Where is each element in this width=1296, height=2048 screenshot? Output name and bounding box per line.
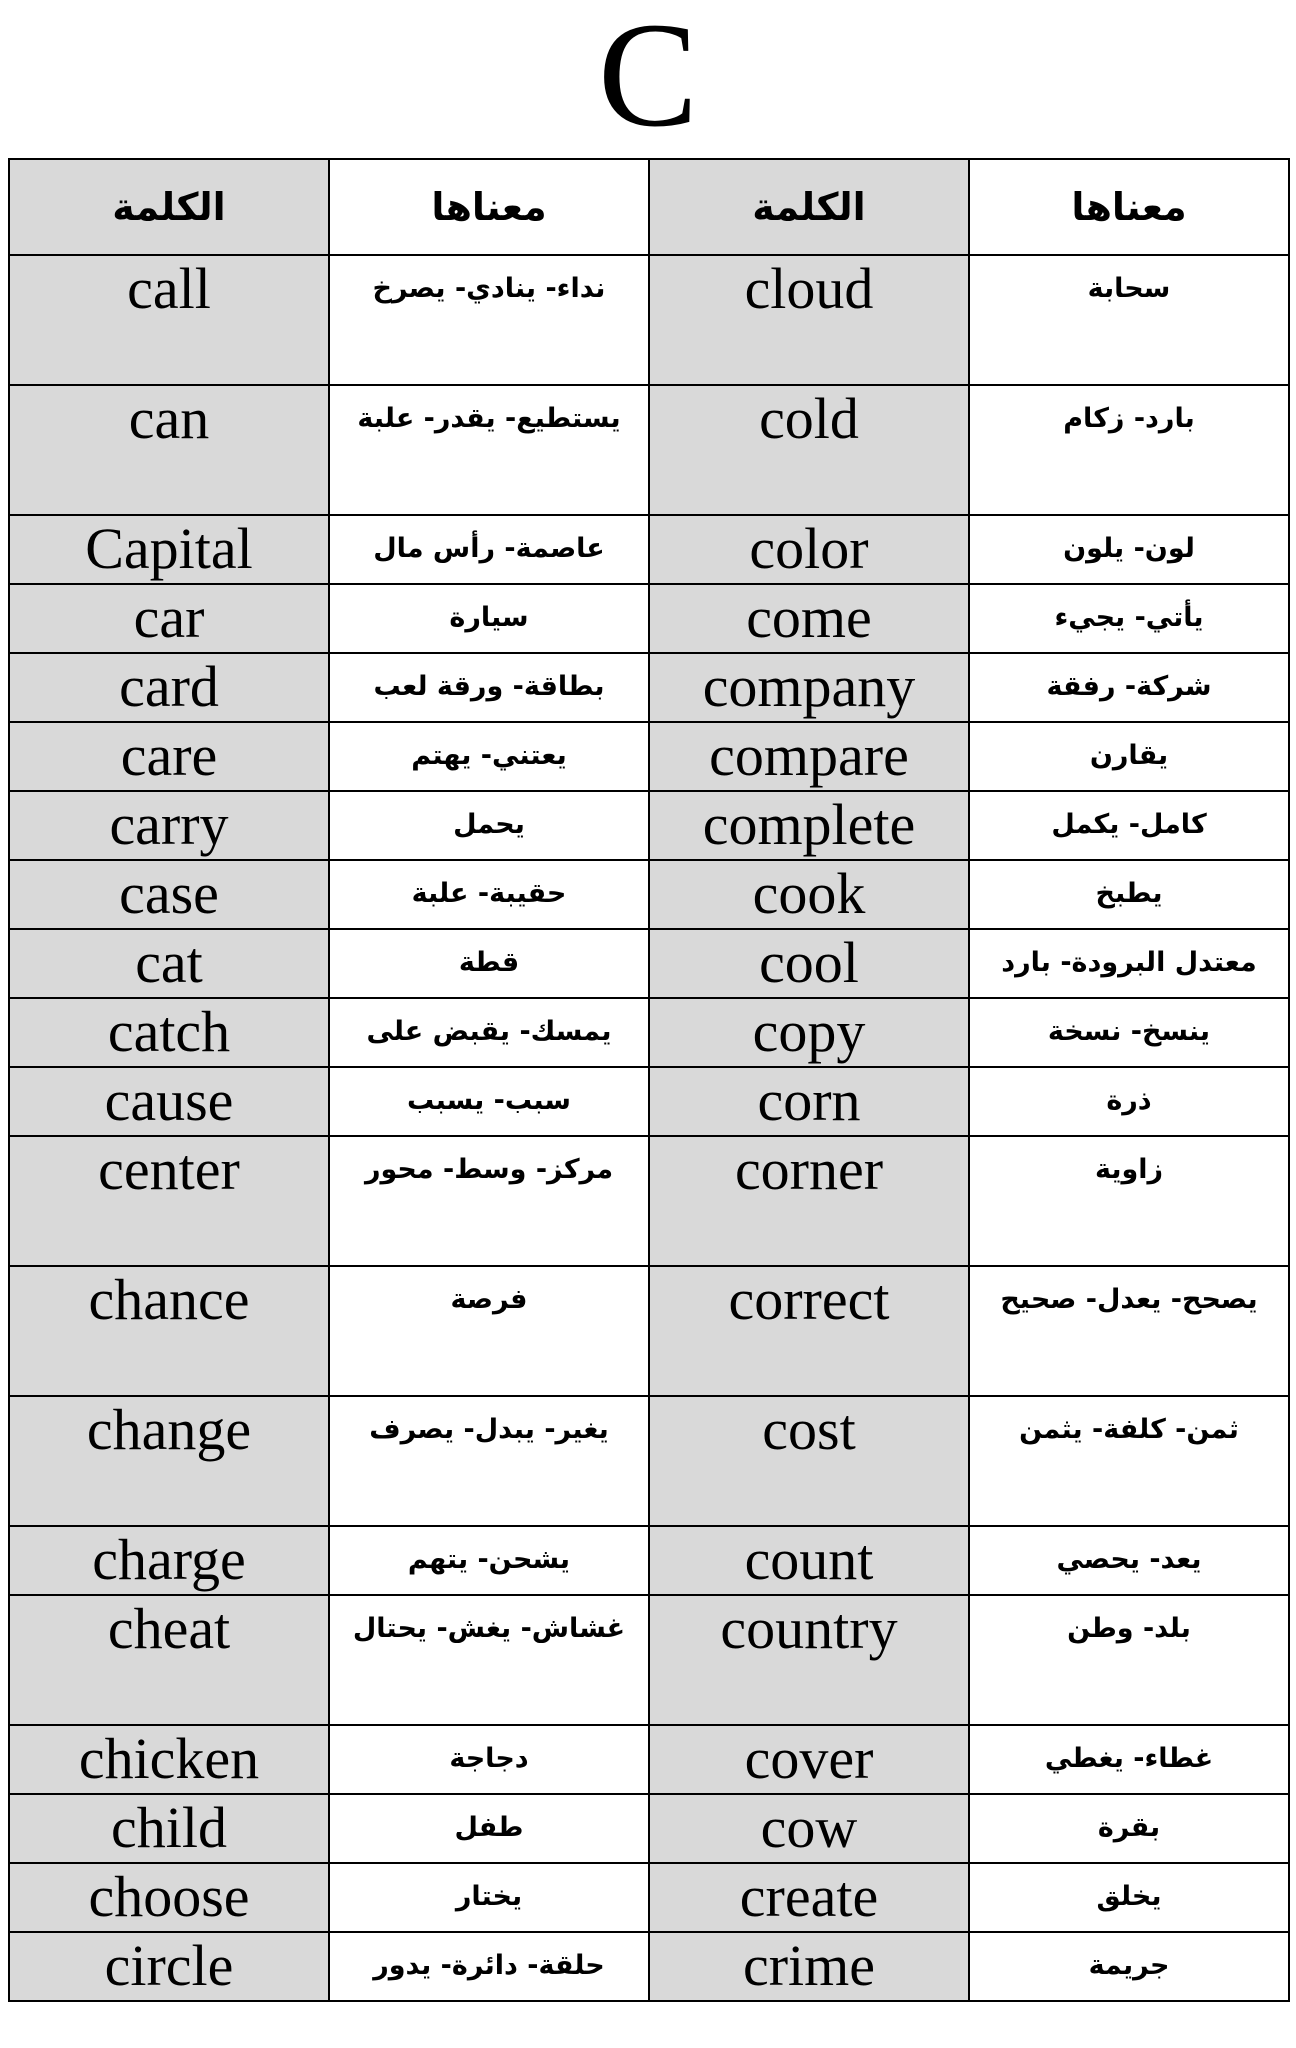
meaning-cell: يستطيع- يقدر- علبة — [329, 385, 649, 515]
word-cell: copy — [649, 998, 969, 1067]
word-cell: circle — [9, 1932, 329, 2001]
header-word-2: الكلمة — [649, 159, 969, 255]
table-row — [9, 998, 1289, 1067]
word-cell: Capital — [9, 515, 329, 584]
meaning-cell: كامل- يكمل — [969, 791, 1289, 860]
header-row — [9, 159, 1289, 255]
word-cell: corn — [649, 1067, 969, 1136]
meaning-cell: يشحن- يتهم — [329, 1526, 649, 1595]
table-row — [9, 929, 1289, 998]
header-meaning-2: معناها — [969, 159, 1289, 255]
word-cell: choose — [9, 1863, 329, 1932]
meaning-cell: جريمة — [969, 1932, 1289, 2001]
table-row — [9, 1595, 1289, 1725]
word-cell: cheat — [9, 1595, 329, 1725]
header-meaning-1: معناها — [329, 159, 649, 255]
meaning-cell: بارد- زكام — [969, 385, 1289, 515]
word-cell: cause — [9, 1067, 329, 1136]
word-cell: center — [9, 1136, 329, 1266]
meaning-cell: يطبخ — [969, 860, 1289, 929]
table-row — [9, 255, 1289, 385]
word-cell: carry — [9, 791, 329, 860]
meaning-cell: سيارة — [329, 584, 649, 653]
word-cell: color — [649, 515, 969, 584]
table-row — [9, 1863, 1289, 1932]
table-row — [9, 1396, 1289, 1526]
meaning-cell: عاصمة- رأس مال — [329, 515, 649, 584]
meaning-cell: يأتي- يجيء — [969, 584, 1289, 653]
table-row — [9, 584, 1289, 653]
word-cell: corner — [649, 1136, 969, 1266]
word-cell: compare — [649, 722, 969, 791]
meaning-cell: زاوية — [969, 1136, 1289, 1266]
page-title: C — [597, 0, 699, 158]
word-cell: car — [9, 584, 329, 653]
meaning-cell: سبب- يسبب — [329, 1067, 649, 1136]
word-cell: cook — [649, 860, 969, 929]
table-row — [9, 1526, 1289, 1595]
meaning-cell: يعتني- يهتم — [329, 722, 649, 791]
meaning-cell: يحمل — [329, 791, 649, 860]
table-row — [9, 1136, 1289, 1266]
table-row — [9, 722, 1289, 791]
word-cell: correct — [649, 1266, 969, 1396]
word-cell: create — [649, 1863, 969, 1932]
word-cell: call — [9, 255, 329, 385]
meaning-cell: بلد- وطن — [969, 1595, 1289, 1725]
meaning-cell: لون- يلون — [969, 515, 1289, 584]
word-cell: charge — [9, 1526, 329, 1595]
word-cell: count — [649, 1526, 969, 1595]
header-word-1: الكلمة — [9, 159, 329, 255]
word-cell: chicken — [9, 1725, 329, 1794]
table-row — [9, 1067, 1289, 1136]
word-cell: cat — [9, 929, 329, 998]
word-cell: change — [9, 1396, 329, 1526]
meaning-cell: مركز- وسط- محور — [329, 1136, 649, 1266]
meaning-cell: يصحح- يعدل- صحيح — [969, 1266, 1289, 1396]
meaning-cell: ينسخ- نسخة — [969, 998, 1289, 1067]
table-row — [9, 1266, 1289, 1396]
word-cell: card — [9, 653, 329, 722]
table-row — [9, 860, 1289, 929]
meaning-cell: فرصة — [329, 1266, 649, 1396]
meaning-cell: دجاجة — [329, 1725, 649, 1794]
meaning-cell: نداء- ينادي- يصرخ — [329, 255, 649, 385]
word-cell: come — [649, 584, 969, 653]
meaning-cell: ذرة — [969, 1067, 1289, 1136]
meaning-cell: حقيبة- علبة — [329, 860, 649, 929]
meaning-cell: غشاش- يغش- يحتال — [329, 1595, 649, 1725]
word-cell: chance — [9, 1266, 329, 1396]
meaning-cell: غطاء- يغطي — [969, 1725, 1289, 1794]
meaning-cell: معتدل البرودة- بارد — [969, 929, 1289, 998]
meaning-cell: طفل — [329, 1794, 649, 1863]
word-cell: cost — [649, 1396, 969, 1526]
word-cell: complete — [649, 791, 969, 860]
meaning-cell: يعد- يحصي — [969, 1526, 1289, 1595]
table-row — [9, 653, 1289, 722]
word-cell: cool — [649, 929, 969, 998]
meaning-cell: قطة — [329, 929, 649, 998]
vocabulary-table — [8, 158, 1290, 2002]
word-cell: case — [9, 860, 329, 929]
word-cell: company — [649, 653, 969, 722]
table-row — [9, 1794, 1289, 1863]
meaning-cell: شركة- رفقة — [969, 653, 1289, 722]
word-cell: country — [649, 1595, 969, 1725]
meaning-cell: يخلق — [969, 1863, 1289, 1932]
table-row — [9, 515, 1289, 584]
table-row — [9, 1725, 1289, 1794]
word-cell: care — [9, 722, 329, 791]
word-cell: child — [9, 1794, 329, 1863]
word-cell: catch — [9, 998, 329, 1067]
meaning-cell: بطاقة- ورقة لعب — [329, 653, 649, 722]
word-cell: crime — [649, 1932, 969, 2001]
word-cell: can — [9, 385, 329, 515]
meaning-cell: يغير- يبدل- يصرف — [329, 1396, 649, 1526]
meaning-cell: يختار — [329, 1863, 649, 1932]
meaning-cell: حلقة- دائرة- يدور — [329, 1932, 649, 2001]
meaning-cell: ثمن- كلفة- يثمن — [969, 1396, 1289, 1526]
table-row — [9, 385, 1289, 515]
meaning-cell: بقرة — [969, 1794, 1289, 1863]
word-cell: cover — [649, 1725, 969, 1794]
word-cell: cold — [649, 385, 969, 515]
word-cell: cloud — [649, 255, 969, 385]
meaning-cell: يمسك- يقبض على — [329, 998, 649, 1067]
meaning-cell: سحابة — [969, 255, 1289, 385]
table-row — [9, 1932, 1289, 2001]
meaning-cell: يقارن — [969, 722, 1289, 791]
word-cell: cow — [649, 1794, 969, 1863]
table-row — [9, 791, 1289, 860]
